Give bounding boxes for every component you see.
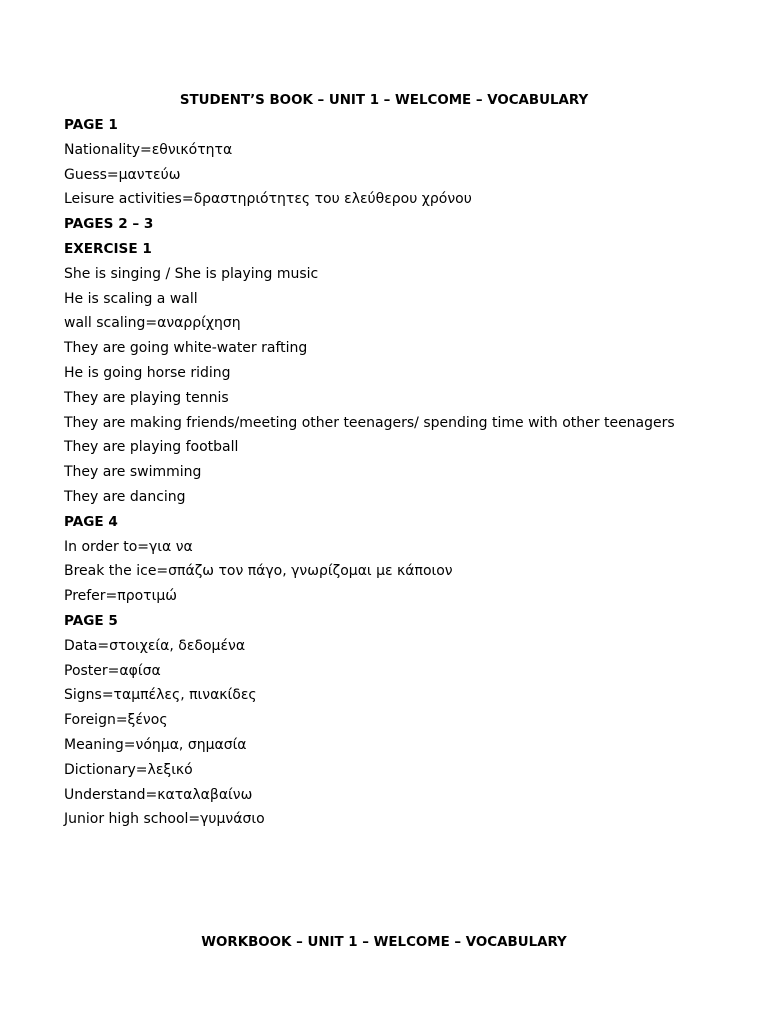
- document-title: STUDENT’S BOOK – UNIT 1 – WELCOME – VOCABULARY: [179, 93, 589, 108]
- vocabulary-line: He is scaling a wall: [64, 290, 198, 307]
- vocabulary-line: wall scaling=αναρρίχηση: [64, 315, 241, 332]
- section-heading: PAGE 5: [64, 612, 118, 629]
- vocabulary-line: Dictionary=λεξικό: [64, 761, 193, 778]
- vocabulary-line: Prefer=προτιμώ: [64, 588, 177, 605]
- vocabulary-line: Poster=αφίσα: [64, 662, 161, 679]
- vocabulary-line: Junior high school=γυμνάσιο: [64, 811, 265, 828]
- workbook-section-title: WORKBOOK – UNIT 1 – WELCOME – VOCABULARY: [201, 935, 567, 950]
- vocabulary-line: Leisure activities=δραστηριότητες του ελεύθερου χρόνου: [64, 191, 472, 208]
- vocabulary-line: In order to=για να: [64, 538, 193, 555]
- vocabulary-line: Foreign=ξένος: [64, 712, 168, 729]
- vocabulary-line: They are making friends/meeting other teenagers/ spending time with other teenagers: [64, 414, 675, 431]
- vocabulary-line: They are dancing: [64, 488, 186, 505]
- vocabulary-line: They are going white-water rafting: [64, 340, 308, 357]
- section-heading: PAGE 4: [64, 513, 118, 530]
- vocabulary-line: Signs=ταμπέλες, πινακίδες: [64, 687, 257, 704]
- vocabulary-line: Nationality=εθνικότητα: [64, 141, 233, 158]
- section-heading: PAGE 1: [64, 117, 118, 133]
- vocabulary-line: Understand=καταλαβαίνω: [64, 786, 253, 803]
- vocabulary-line: Guess=μαντεύω: [64, 166, 181, 183]
- vocabulary-line: Break the ice=σπάζω τον πάγο, γνωρίζομαι με κάποιον: [64, 563, 453, 580]
- vocabulary-line: She is singing / She is playing music: [64, 265, 319, 282]
- vocabulary-list: [64, 116, 728, 835]
- vocabulary-line: They are playing tennis: [64, 389, 229, 406]
- vocabulary-line: Data=στοιχεία, δεδομένα: [64, 637, 246, 654]
- section-heading: EXERCISE 1: [64, 240, 152, 257]
- vocabulary-line: Meaning=νόημα, σημασία: [64, 736, 247, 753]
- vocabulary-line: They are swimming: [64, 464, 202, 481]
- vocabulary-line: He is going horse riding: [64, 364, 231, 381]
- vocabulary-line: They are playing football: [64, 439, 239, 456]
- section-heading: PAGES 2 – 3: [64, 216, 154, 233]
